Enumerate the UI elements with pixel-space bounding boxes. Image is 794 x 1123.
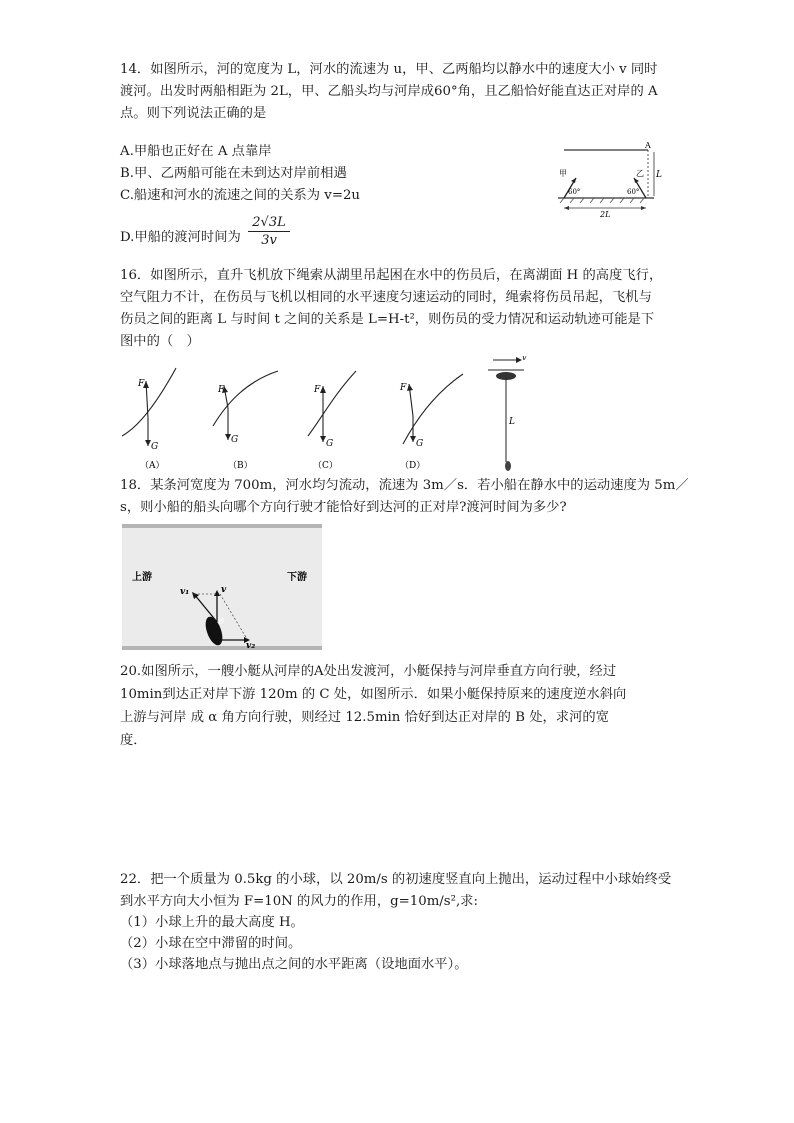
q16-line-4: 图中的（ ） xyxy=(120,334,200,349)
bank-hatching xyxy=(560,198,644,203)
label-F: F xyxy=(218,385,225,395)
label-F: F xyxy=(314,385,321,395)
fraction-numerator: 2√3L xyxy=(248,214,290,232)
label-v2: v₂ xyxy=(246,641,256,650)
q14-option-d: D.甲船的渡河时间为 xyxy=(120,230,241,245)
person-icon xyxy=(505,461,511,471)
label-angle-right: 60° xyxy=(627,188,640,196)
fraction-denominator: 3v xyxy=(261,233,277,248)
q18-river-figure xyxy=(122,524,322,650)
q20-line-1: 20.如图所示，一艘小艇从河岸的A处出发渡河，小艇保持与河岸垂直方向行驶，经过 xyxy=(120,664,617,679)
label-point-a: A xyxy=(645,141,651,150)
q16-option-b-diagram xyxy=(213,371,278,471)
label-F: F xyxy=(138,379,145,389)
q18-line-1: 18．某条河宽度为 700m，河水均匀流动，流速为 3m／s．若小船在静水中的运动速度为 5m／ xyxy=(120,478,689,493)
q14-line-2: 渡河。出发时两船相距为 2L，甲、乙船头均与河岸成60°角，且乙船恰好能直达正对岸的 A xyxy=(120,84,658,99)
q22-line-3: （1）小球上升的最大高度 H。 xyxy=(120,915,304,930)
trajectory-curve xyxy=(213,371,278,426)
q18-line-2: s，则小船的船头向哪个方向行驶才能恰好到达河的正对岸?渡河时间为多少? xyxy=(120,500,567,515)
q14-option-c: C.船速和河水的流速之间的关系为 v=2u xyxy=(120,188,360,203)
label-option-c: （C） xyxy=(313,461,338,471)
helicopter-icon xyxy=(496,372,516,380)
label-2L: 2L xyxy=(600,210,611,219)
label-v: v xyxy=(221,585,227,595)
label-G: G xyxy=(416,439,424,449)
label-option-d: （D） xyxy=(400,461,426,471)
q20-line-4: 度． xyxy=(120,733,147,748)
q14-option-b: B.甲、乙两船可能在未到达对岸前相遇 xyxy=(120,166,347,181)
label-jia: 甲 xyxy=(559,169,567,178)
jia-arrowhead xyxy=(571,178,576,183)
q22-line-5: （3）小球落地点与抛出点之间的水平距离（设地面水平）。 xyxy=(120,957,468,972)
yi-arrowhead xyxy=(634,178,639,183)
q22-line-1: 22．把一个质量为 0.5kg 的小球，以 20m/s 的初速度竖直向上抛出，运动过程中小球始终受 xyxy=(120,872,672,887)
label-G: G xyxy=(151,442,159,452)
label-F: F xyxy=(400,383,407,393)
q16-options-figure xyxy=(118,356,558,476)
label-G: G xyxy=(326,439,334,449)
q16-option-d-diagram xyxy=(399,374,463,471)
label-angle-left: 60° xyxy=(568,188,581,196)
q20-line-3: 上游与河岸 成 α 角方向行驶，则经过 12.5min 恰好到达正对岸的 B 处，求河的宽 xyxy=(120,710,609,725)
trajectory-curve xyxy=(308,371,356,436)
q16-line-3: 伤员之间的距离 L 与时间 t 之间的关系是 L=H-t²，则伤员的受力情况和运动轨迹可能是下 xyxy=(120,312,655,327)
label-L: L xyxy=(509,417,515,427)
q14-river-figure xyxy=(550,140,665,220)
label-option-a: （A） xyxy=(140,461,165,471)
label-downstream: 下游 xyxy=(287,572,307,583)
label-yi: 乙 xyxy=(636,169,644,178)
q16-option-a-diagram xyxy=(122,368,176,471)
label-v1: v₁ xyxy=(180,587,190,597)
q22-line-2: 到水平方向大小恒为 F=10N 的风力的作用，g=10m/s²,求: xyxy=(120,894,478,909)
trajectory-curve xyxy=(122,368,176,436)
bottom-bank xyxy=(122,646,322,650)
q14-line-3: 点。则下列说法正确的是 xyxy=(120,106,267,121)
q16-line-1: 16．如图所示，直升飞机放下绳索从湖里吊起困在水中的伤员后，在离湖面 H 的高度飞行， xyxy=(120,268,663,283)
top-bank xyxy=(122,524,322,528)
label-L: L xyxy=(656,170,662,180)
label-G: G xyxy=(231,435,239,445)
q16-line-2: 空气阻力不计，在伤员与飞机以相同的水平速度匀速运动的同时，绳索将伤员吊起，飞机与 xyxy=(120,290,652,305)
q14-line-1: 14．如图所示，河的宽度为 L，河水的流速为 u，甲、乙两船均以静水中的速度大小 v 同时 xyxy=(120,62,658,77)
q14-option-a: A.甲船也正好在 A 点靠岸 xyxy=(120,144,272,159)
q16-helicopter-diagram xyxy=(488,356,527,471)
q14-fraction xyxy=(248,214,290,249)
label-v: v xyxy=(522,356,527,362)
label-option-b: （B） xyxy=(228,461,253,471)
q20-line-2: 10min到达正对岸下游 120m 的 C 处，如图所示．如果小艇保持原来的速度逆水斜向 xyxy=(120,687,627,702)
label-theta: θ xyxy=(219,617,224,626)
label-upstream: 上游 xyxy=(132,572,152,583)
q16-option-c-diagram xyxy=(308,371,356,471)
q22-line-4: （2）小球在空中滞留的时间。 xyxy=(120,936,302,951)
